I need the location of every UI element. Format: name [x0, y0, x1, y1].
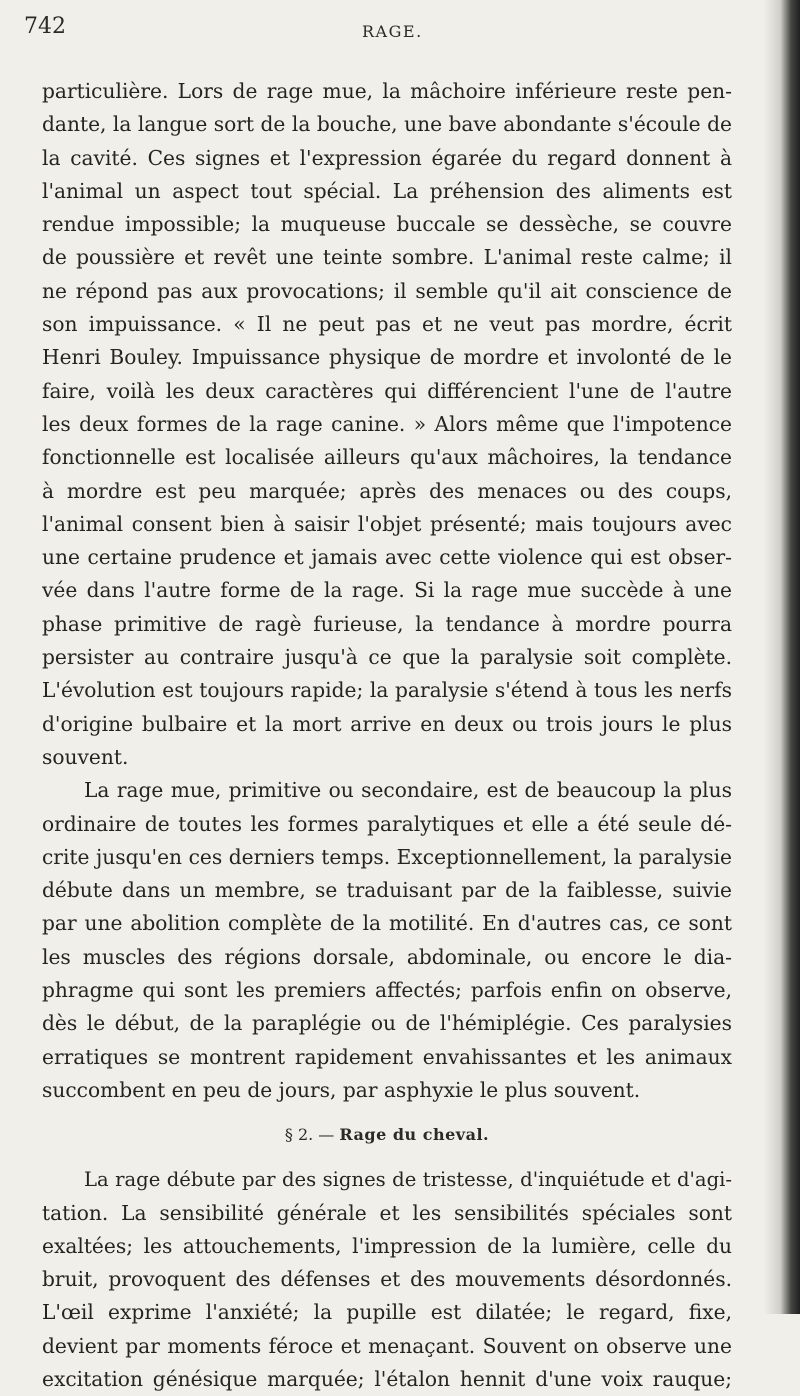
body-text — [42, 75, 732, 1396]
text-line: ordinaire de toutes les formes paralytiques et elle a été seule dé- — [42, 811, 732, 836]
text-line: La rage mue, primitive ou secondaire, est de beaucoup la plus — [84, 778, 732, 803]
text-line: La rage débute par des signes de tristesse, d'inquiétude et d'agi- — [84, 1168, 732, 1192]
text-line: Henri Bouley. Impuissance physique de mordre et involonté de le — [42, 345, 732, 370]
text-line: persister au contraire jusqu'à ce que la paralysie soit complète. — [42, 645, 732, 670]
text-line: les muscles des régions dorsale, abdominale, ou encore le dia- — [42, 944, 732, 969]
page-number: 742 — [24, 14, 66, 39]
running-head: RAGE. — [362, 22, 423, 41]
text-line: à mordre est peu marquée; après des menaces ou des coups, — [42, 478, 732, 503]
page-edge-shadow — [764, 0, 800, 1314]
text-line: les deux formes de la rage canine. » Alors même que l'impotence — [42, 411, 732, 436]
text-line: une certaine prudence et jamais avec cette violence qui est obser- — [42, 545, 732, 570]
text-line: bruit, provoquent des défenses et des mouvements désordonnés. — [42, 1267, 732, 1292]
paragraph-rage-cheval — [42, 1163, 732, 1396]
text-line: excitation génésique marquée; l'étalon hennit d'une voix rauque; — [42, 1366, 732, 1391]
paragraph-rage-mue-chien — [42, 75, 732, 774]
section-heading — [42, 1107, 732, 1163]
text-line: de poussière et revêt une teinte sombre. L'animal reste calme; il — [42, 245, 732, 270]
text-line: fonctionnelle est localisée ailleurs qu'aux mâchoires, la tendance — [42, 445, 732, 470]
text-line: faire, voilà les deux caractères qui différencient l'une de l'autre — [42, 378, 732, 403]
text-line: ne répond pas aux provocations; il semble qu'il ait conscience de — [42, 278, 732, 303]
text-line: L'évolution est toujours rapide; la paralysie s'étend à tous les nerfs — [42, 678, 732, 703]
text-line: l'animal un aspect tout spécial. La préhension des aliments est — [42, 178, 732, 203]
text-line: par une abolition complète de la motilité. En d'autres cas, ce sont — [42, 911, 732, 936]
text-line: succombent en peu de jours, par asphyxie le plus souvent. — [42, 1077, 641, 1102]
text-line: crite jusqu'en ces derniers temps. Exceptionnellement, la paralysie — [42, 844, 732, 869]
text-line: devient par moments féroce et menaçant. Souvent on observe une — [42, 1333, 732, 1358]
text-line: vée dans l'autre forme de la rage. Si la rage mue succède à une — [42, 578, 732, 603]
text-line: erratiques se montrent rapidement envahissantes et les animaux — [42, 1044, 732, 1069]
text-line: dès le début, de la paraplégie ou de l'hémiplégie. Ces paralysies — [42, 1011, 732, 1036]
paragraph-formes-paralytiques — [42, 774, 732, 1107]
text-line: L'œil exprime l'anxiété; la pupille est dilatée; le regard, fixe, — [42, 1300, 732, 1325]
text-line: dante, la langue sort de la bouche, une bave abondante s'écoule de — [42, 112, 732, 137]
section-title: Rage du cheval. — [339, 1125, 490, 1145]
text-line: la cavité. Ces signes et l'expression égarée du regard donnent à — [42, 145, 732, 170]
text-line: phragme qui sont les premiers affectés; parfois enfin on observe, — [42, 978, 732, 1003]
text-line: débute dans un membre, se traduisant par de la faiblesse, suivie — [42, 878, 732, 903]
text-line: d'origine bulbaire et la mort arrive en deux ou trois jours le plus — [42, 711, 732, 736]
text-line: exaltées; les attouchements, l'impression de la lumière, celle du — [42, 1233, 732, 1258]
text-line: tation. La sensibilité générale et les sensibilités spéciales sont — [42, 1200, 732, 1225]
section-number: § 2. — — [284, 1125, 340, 1145]
text-line: l'animal consent bien à saisir l'objet présenté; mais toujours avec — [42, 511, 732, 536]
text-line: particulière. Lors de rage mue, la mâchoire inférieure reste pen- — [42, 79, 732, 103]
text-line: souvent. — [42, 744, 129, 769]
text-line: son impuissance. « Il ne peut pas et ne veut pas mordre, écrit — [42, 312, 732, 337]
text-line: phase primitive de ragè furieuse, la tendance à mordre pourra — [42, 611, 732, 636]
text-line: rendue impossible; la muqueuse buccale se dessèche, se couvre — [42, 212, 732, 237]
